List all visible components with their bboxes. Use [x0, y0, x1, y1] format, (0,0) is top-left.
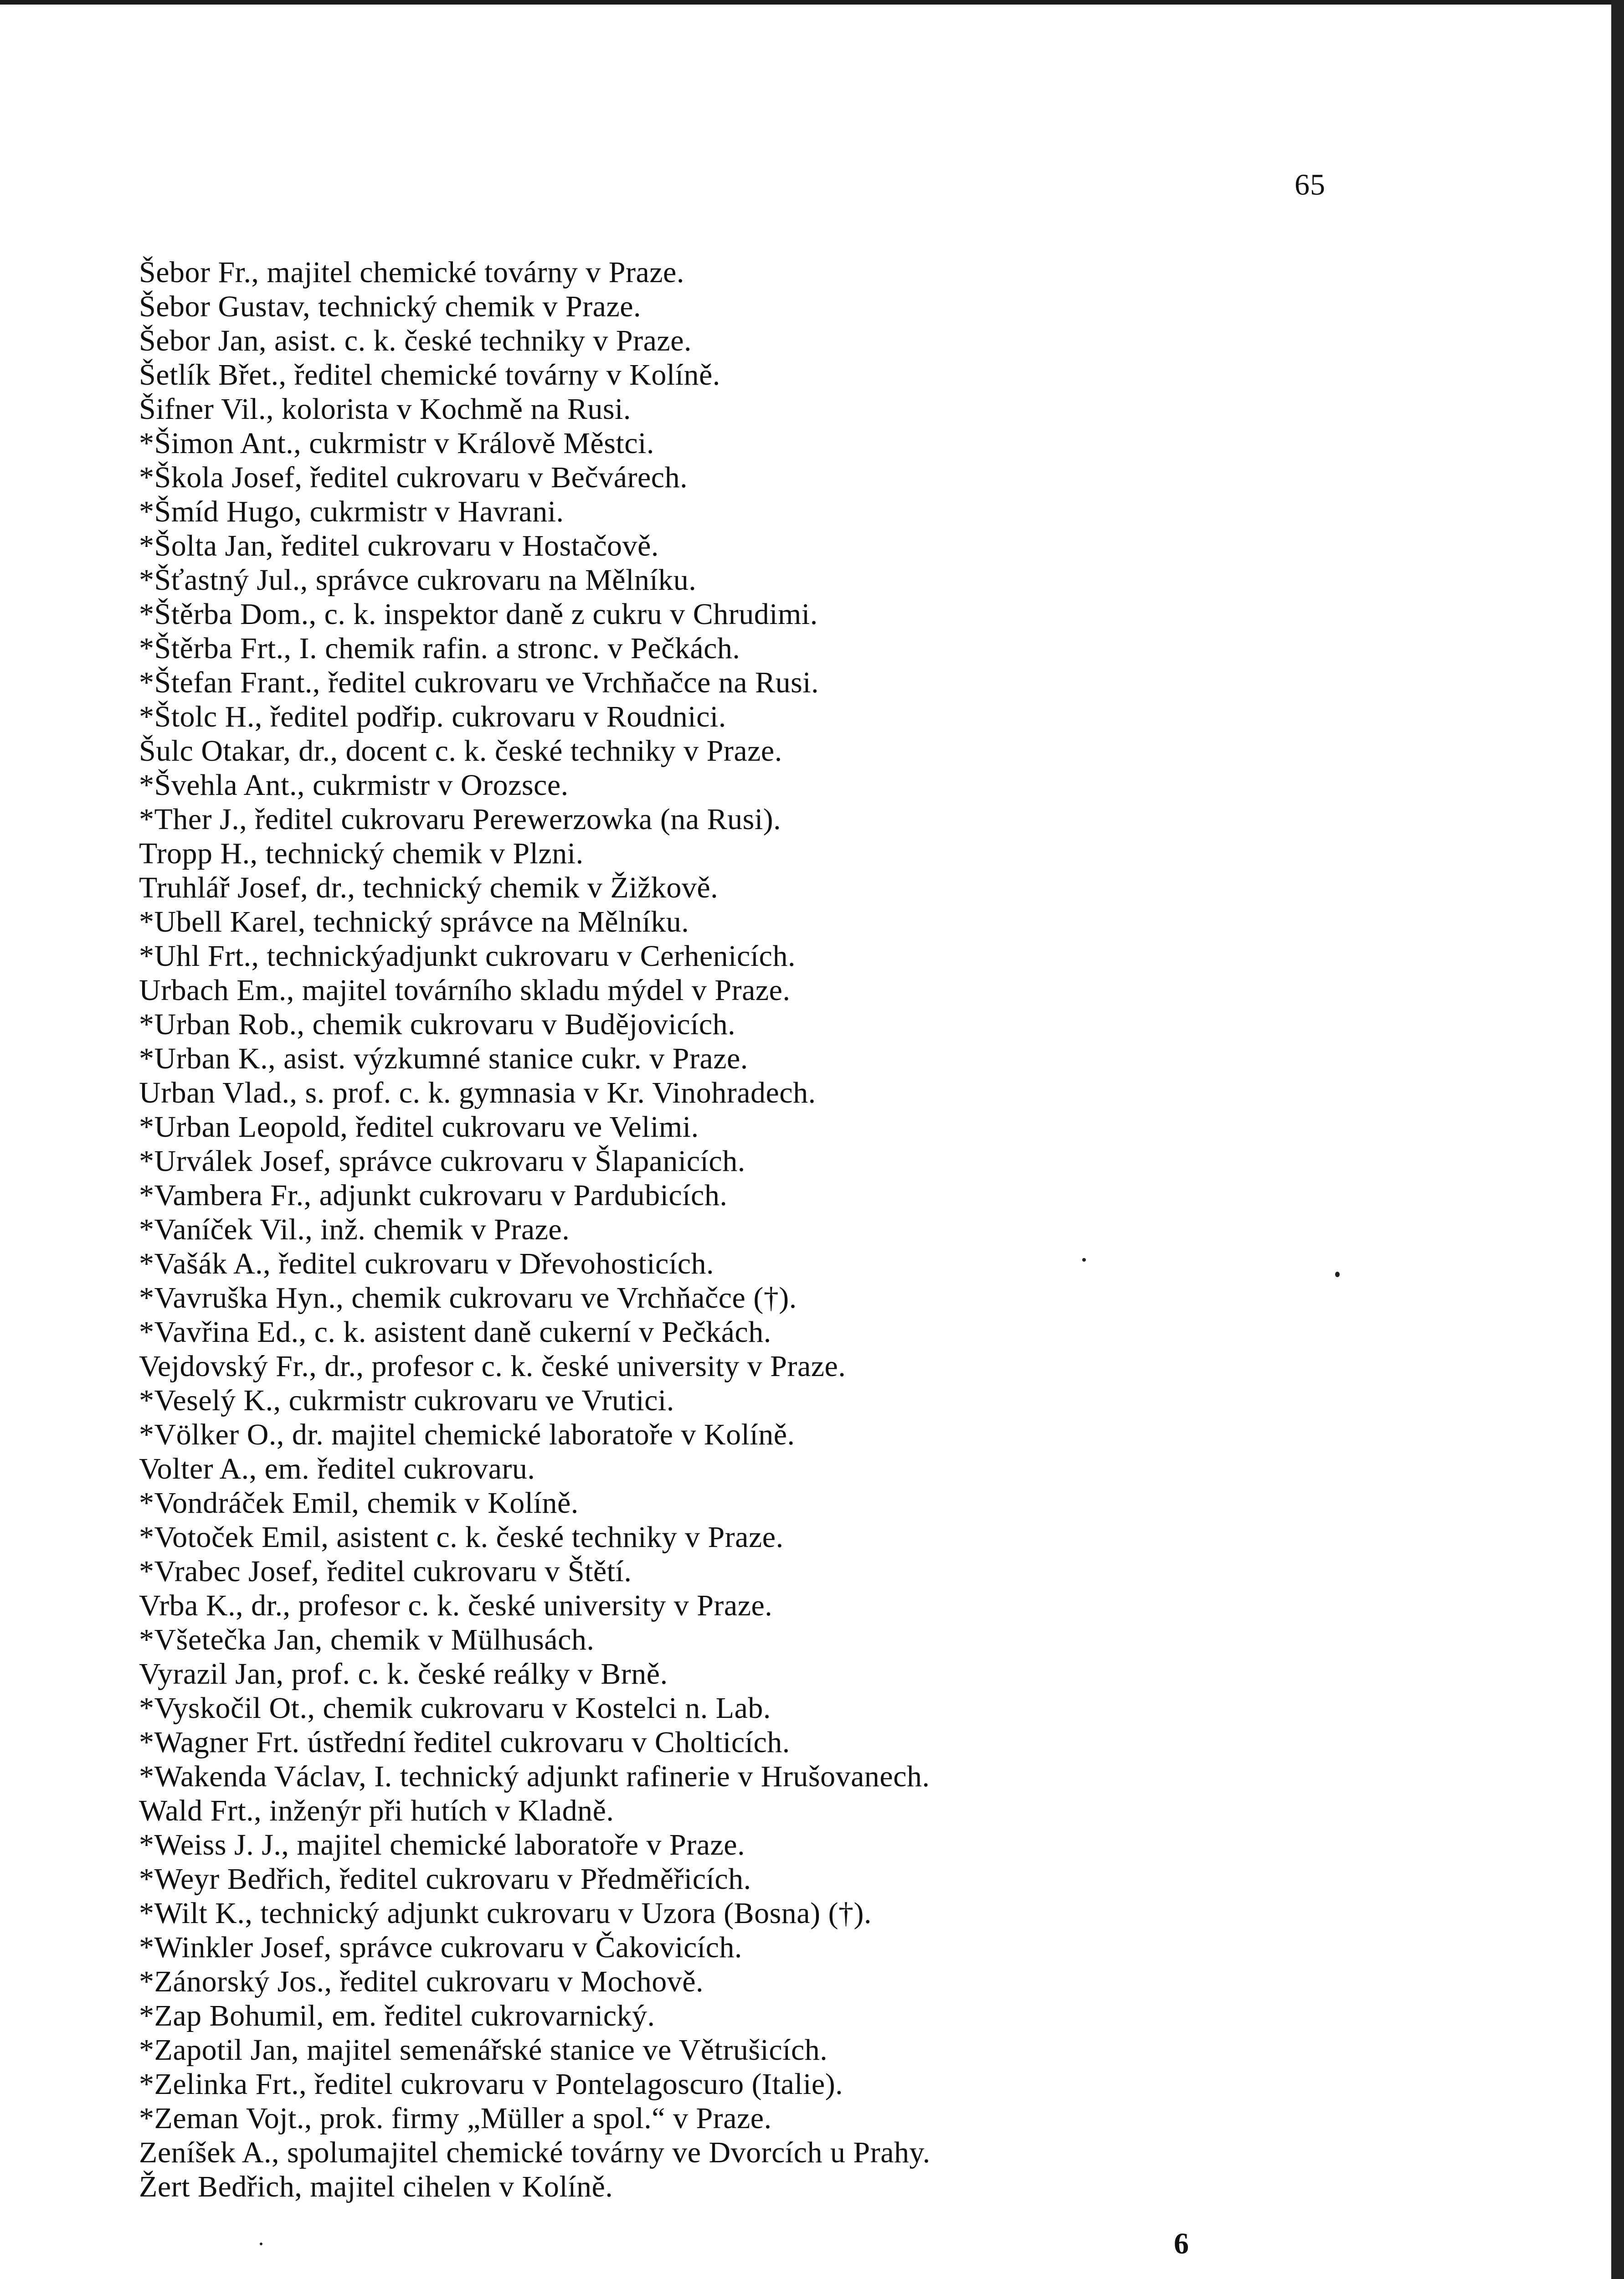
signature-mark: 6	[1174, 2227, 1189, 2260]
list-item: *Štefan Frant., ředitel cukrovaru ve Vrchňačce na Rusi.	[139, 666, 819, 699]
list-item: Urbach Em., majitel továrního skladu mýdel v Praze.	[139, 974, 791, 1007]
list-item: Urban Vlad., s. prof. c. k. gymnasia v Kr. Vinohradech.	[139, 1076, 816, 1109]
list-item: *Zánorský Jos., ředitel cukrovaru v Mochově.	[139, 1965, 704, 1998]
list-item: *Urban K., asist. výzkumné stanice cukr. v Praze.	[139, 1042, 748, 1075]
list-item: *Šimon Ant., cukrmistr v Králově Městci.	[139, 427, 654, 460]
ink-speck	[260, 2243, 262, 2245]
list-item: *Urban Leopold, ředitel cukrovaru ve Velimi.	[139, 1110, 699, 1144]
ink-speck	[1335, 1272, 1340, 1277]
list-item: Truhlář Josef, dr., technický chemik v Žižkově.	[139, 871, 719, 904]
list-item: Šebor Gustav, technický chemik v Praze.	[139, 290, 642, 323]
list-item: *Zelinka Frt., ředitel cukrovaru v Pontelagoscuro (Italie).	[139, 2068, 843, 2101]
list-item: Vejdovský Fr., dr., profesor c. k. české university v Praze.	[139, 1350, 846, 1383]
list-item: Zeníšek A., spolumajitel chemické továrny ve Dvorcích u Prahy.	[139, 2136, 930, 2169]
list-item: *Štěrba Dom., c. k. inspektor daně z cukru v Chrudimi.	[139, 598, 818, 631]
list-item: *Vavruška Hyn., chemik cukrovaru ve Vrchňačce (†).	[139, 1281, 797, 1315]
member-list	[139, 255, 1141, 2204]
list-item: *Wakenda Václav, I. technický adjunkt rafinerie v Hrušovanech.	[139, 1760, 930, 1793]
list-item: *Švehla Ant., cukrmistr v Orozsce.	[139, 768, 569, 802]
list-item: *Weyr Bedřich, ředitel cukrovaru v Předměřicích.	[139, 1862, 751, 1896]
list-item: *Weiss J. J., majitel chemické laboratoře v Praze.	[139, 1828, 745, 1861]
list-item: *Uhl Frt., technickýadjunkt cukrovaru v Cerhenicích.	[139, 939, 796, 973]
ink-speck	[1082, 1258, 1086, 1262]
list-item: *Votoček Emil, asistent c. k. české techniky v Praze.	[139, 1521, 784, 1554]
list-item: *Veselý K., cukrmistr cukrovaru ve Vrutici.	[139, 1384, 674, 1417]
list-item: Šifner Vil., kolorista v Kochmě na Rusi.	[139, 392, 631, 426]
list-item: *Zapotil Jan, majitel semenářské stanice ve Větrušicích.	[139, 2033, 828, 2067]
list-item: *Völker O., dr. majitel chemické laboratoře v Kolíně.	[139, 1418, 795, 1451]
list-item: Šebor Fr., majitel chemické továrny v Praze.	[139, 256, 684, 289]
list-item: *Šmíd Hugo, cukrmistr v Havrani.	[139, 495, 564, 528]
list-item: *Urválek Josef, správce cukrovaru v Šlapanicích.	[139, 1145, 745, 1178]
list-item: Šebor Jan, asist. c. k. české techniky v Praze.	[139, 324, 692, 357]
list-item: *Zeman Vojt., prok. firmy „Müller a spol.“ v Praze.	[139, 2102, 772, 2135]
list-item: *Všetečka Jan, chemik v Mülhusách.	[139, 1623, 595, 1656]
scan-top-edge	[0, 0, 1624, 5]
list-item: Šetlík Břet., ředitel chemické továrny v Kolíně.	[139, 358, 720, 392]
list-item: Tropp H., technický chemik v Plzni.	[139, 837, 584, 870]
list-item: *Wagner Frt. ústřední ředitel cukrovaru v Cholticích.	[139, 1726, 790, 1759]
list-item: *Štěrba Frt., I. chemik rafin. a stronc. v Pečkách.	[139, 632, 740, 665]
list-item: *Winkler Josef, správce cukrovaru v Čakovicích.	[139, 1931, 742, 1964]
list-item: *Vašák A., ředitel cukrovaru v Dřevohosticích.	[139, 1247, 714, 1280]
list-item: *Šťastný Jul., správce cukrovaru na Mělníku.	[139, 563, 697, 597]
list-item: Vyrazil Jan, prof. c. k. české reálky v Brně.	[139, 1657, 668, 1691]
list-item: *Šolta Jan, ředitel cukrovaru v Hostačově.	[139, 529, 659, 562]
list-item: *Urban Rob., chemik cukrovaru v Budějovicích.	[139, 1008, 736, 1041]
page-number: 65	[1295, 168, 1326, 201]
list-item: *Ubell Karel, technický správce na Mělníku.	[139, 905, 689, 938]
list-item: Žert Bedřich, majitel cihelen v Kolíně.	[139, 2170, 613, 2203]
list-item: *Vaníček Vil., inž. chemik v Praze.	[139, 1213, 570, 1246]
list-item: *Vyskočil Ot., chemik cukrovaru v Kostelci n. Lab.	[139, 1691, 771, 1725]
list-item: Vrba K., dr., profesor c. k. české university v Praze.	[139, 1589, 773, 1622]
scan-right-edge	[1611, 0, 1624, 2279]
list-item: *Škola Josef, ředitel cukrovaru v Bečvárech.	[139, 461, 688, 494]
list-item: *Vavřina Ed., c. k. asistent daně cukerní v Pečkách.	[139, 1315, 771, 1349]
list-item: Šulc Otakar, dr., docent c. k. české techniky v Praze.	[139, 734, 782, 768]
list-item: *Zap Bohumil, em. ředitel cukrovarnický.	[139, 1999, 655, 2032]
list-item: *Wilt K., technický adjunkt cukrovaru v Uzora (Bosna) (†).	[139, 1897, 872, 1930]
list-item: Wald Frt., inženýr při hutích v Kladně.	[139, 1794, 614, 1827]
list-item: *Vondráček Emil, chemik v Kolíně.	[139, 1486, 579, 1520]
list-item: *Vrabec Josef, ředitel cukrovaru v Štětí.	[139, 1555, 632, 1588]
list-item: Volter A., em. ředitel cukrovaru.	[139, 1452, 535, 1485]
list-item: *Štolc H., ředitel podřip. cukrovaru v Roudnici.	[139, 700, 726, 733]
list-item: *Ther J., ředitel cukrovaru Perewerzowka (na Rusi).	[139, 803, 781, 836]
list-item: *Vambera Fr., adjunkt cukrovaru v Pardubicích.	[139, 1179, 728, 1212]
